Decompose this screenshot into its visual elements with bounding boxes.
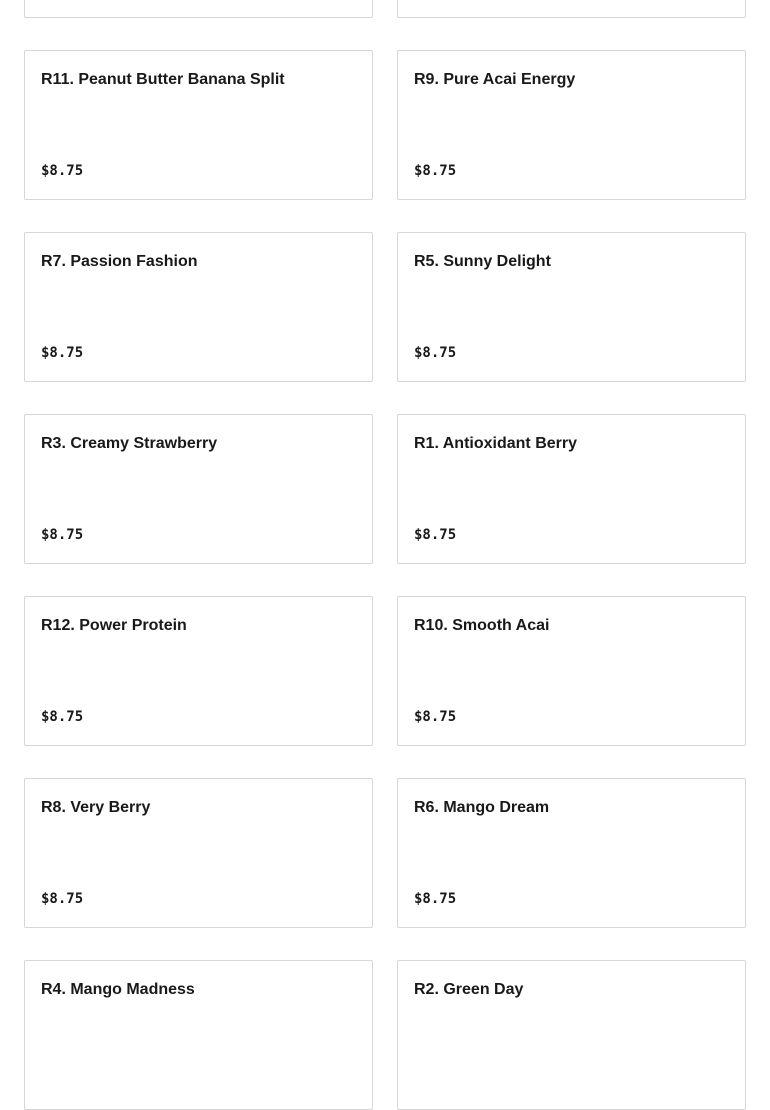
menu-item-card[interactable] [24, 414, 373, 564]
menu-item-name: R6. Mango Dream [414, 799, 550, 816]
menu-item-price: $8.75 [414, 345, 457, 361]
menu-item-price: $8.75 [41, 345, 84, 361]
menu-item-card[interactable] [397, 596, 746, 746]
menu-item-name: R4. Mango Madness [41, 981, 195, 998]
menu-item-price: $8.75 [414, 891, 457, 907]
menu-item-card[interactable] [24, 960, 373, 1110]
menu-item-price: $8.75 [41, 891, 84, 907]
menu-item-name: R9. Pure Acai Energy [414, 71, 576, 88]
menu-item-price: $8.75 [414, 163, 457, 179]
menu-item-card[interactable] [24, 232, 373, 382]
menu-item-name: R11. Peanut Butter Banana Split [41, 71, 285, 88]
menu-item-card[interactable] [24, 596, 373, 746]
menu-item-name: R5. Sunny Delight [414, 253, 551, 270]
menu-item-price: $8.75 [41, 527, 84, 543]
menu-item-name: R3. Creamy Strawberry [41, 435, 218, 452]
menu-item-card[interactable] [397, 778, 746, 928]
menu-item-card[interactable] [397, 960, 746, 1110]
menu-item-name: R12. Power Protein [41, 617, 187, 634]
menu-item-price: $8.75 [414, 527, 457, 543]
menu-item-name: R8. Very Berry [41, 799, 151, 816]
menu-item-price: $8.75 [41, 163, 84, 179]
menu-item-card[interactable] [24, 0, 373, 18]
menu-item-card[interactable] [397, 50, 746, 200]
menu-item-name: R1. Antioxidant Berry [414, 435, 577, 452]
menu-item-card[interactable] [24, 778, 373, 928]
menu-item-name: R2. Green Day [414, 981, 524, 998]
menu-item-price: $8.75 [41, 709, 84, 725]
menu-item-card[interactable] [397, 414, 746, 564]
menu-item-price: $8.75 [414, 709, 457, 725]
menu-item-card[interactable] [397, 232, 746, 382]
menu-item-name: R10. Smooth Acai [414, 617, 550, 634]
menu-item-name: R7. Passion Fashion [41, 253, 198, 270]
menu-item-card[interactable] [24, 50, 373, 200]
menu-item-card[interactable] [397, 0, 746, 18]
menu-item-grid [24, 0, 746, 1110]
